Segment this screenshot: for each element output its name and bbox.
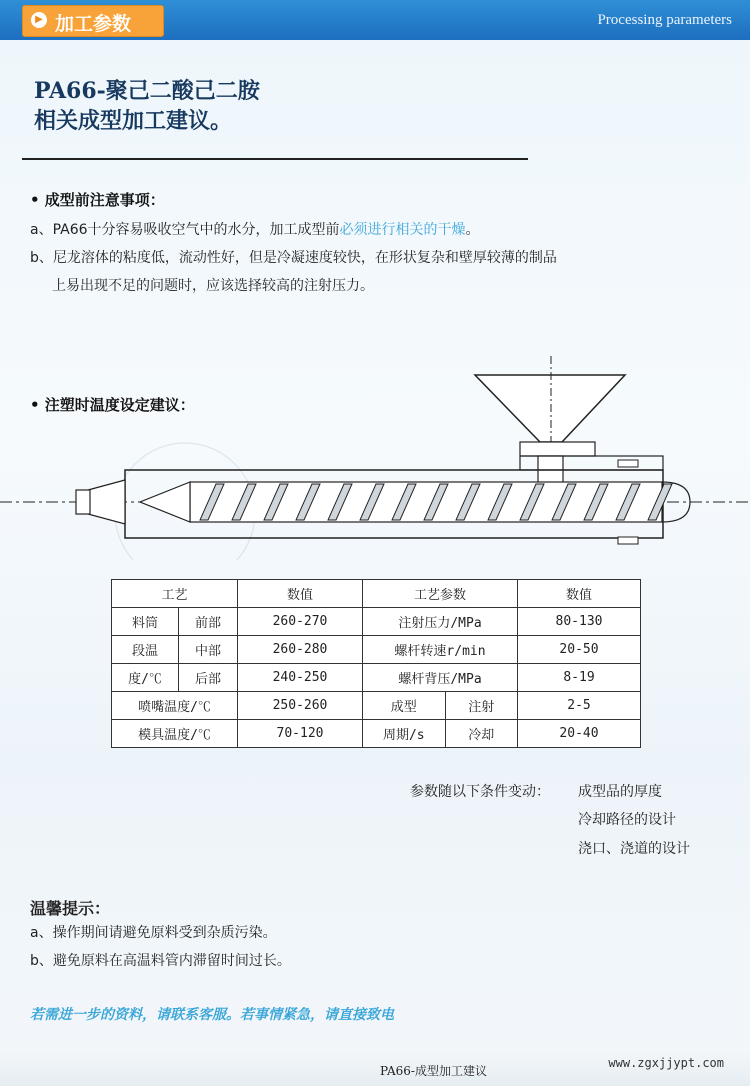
tip-item-a: a、操作期间请避免原料受到杂质污染。 <box>30 925 277 941</box>
table-header-row <box>112 580 641 608</box>
title-line-2: 相关成型加工建议。 <box>34 108 233 134</box>
conditions-label: 参数随以下条件变动： <box>410 784 550 800</box>
injection-screw-diagram <box>0 350 750 560</box>
cycle-label-2: 周期/s <box>363 720 446 748</box>
condition-item: 成型品的厚度 <box>578 784 662 800</box>
tip-item-b: b、避免原料在高温料管内滞留时间过长。 <box>30 953 291 969</box>
barrel-front-value: 260-270 <box>238 608 363 636</box>
temperature-heading: • 注塑时温度设定建议： <box>30 396 195 414</box>
hopper-shape <box>475 375 625 442</box>
page-title <box>34 76 260 136</box>
nozzle-shape <box>76 490 90 514</box>
injection-pressure-value: 80-130 <box>518 608 641 636</box>
footer-title: PA66-成型加工建议 <box>380 1064 487 1078</box>
table-row <box>112 664 641 692</box>
injection-time-label: 注射 <box>445 692 517 720</box>
processing-parameter-table <box>111 579 641 748</box>
barrel-label-3: 度/℃ <box>112 664 179 692</box>
item-a-end: 。 <box>465 222 480 238</box>
item-a-highlight: 必须进行相关的干燥 <box>339 222 466 238</box>
injection-pressure-label: 注射压力/MPa <box>363 608 518 636</box>
title-underline <box>22 158 528 160</box>
pre-molding-heading: • 成型前注意事项： <box>30 191 165 209</box>
back-pressure-label: 螺杆背压/MPa <box>363 664 518 692</box>
play-circle-icon: ▶ <box>31 12 47 28</box>
back-pressure-value: 8-19 <box>518 664 641 692</box>
table-header-value: 数值 <box>238 580 363 608</box>
table-row <box>112 692 641 720</box>
injection-time-value: 2-5 <box>518 692 641 720</box>
header-english-title: Processing parameters <box>597 12 732 28</box>
barrel-rear-value: 240-250 <box>238 664 363 692</box>
table-header-process: 工艺 <box>112 580 238 608</box>
table-row <box>112 720 641 748</box>
barrel-label-1: 料筒 <box>112 608 179 636</box>
barrel-middle-label: 中部 <box>179 636 238 664</box>
screw-speed-value: 20-50 <box>518 636 641 664</box>
condition-item: 冷却路径的设计 <box>578 812 676 828</box>
footer-website: www.zgxjjypt.com <box>608 1056 724 1070</box>
pre-molding-item-b-line2: 上易出现不足的问题时，应该选择较高的注射压力。 <box>52 278 374 294</box>
condition-item: 浇口、浇道的设计 <box>578 841 690 857</box>
cooling-time-value: 20-40 <box>518 720 641 748</box>
mold-temp-value: 70-120 <box>238 720 363 748</box>
table-row <box>112 636 641 664</box>
screw-speed-label: 螺杆转速r/min <box>363 636 518 664</box>
pre-molding-item-a <box>30 219 480 239</box>
barrel-label-2: 段温 <box>112 636 179 664</box>
table-header-value-2: 数值 <box>518 580 641 608</box>
table-row <box>112 608 641 636</box>
barrel-middle-value: 260-280 <box>238 636 363 664</box>
barrel-front-label: 前部 <box>179 608 238 636</box>
title-line-1: PA66-聚己二酸己二胺 <box>34 78 260 104</box>
tips-title: 温馨提示： <box>30 899 111 918</box>
item-a-text: a、PA66十分容易吸收空气中的水分，加工成型前 <box>30 222 340 238</box>
barrel-rear-label: 后部 <box>179 664 238 692</box>
mold-temp-label: 模具温度/℃ <box>112 720 238 748</box>
pre-molding-item-b-line1: b、尼龙溶体的粘度低，流动性好，但是冷凝速度较快，在形状复杂和壁厚较薄的制品 <box>30 250 557 266</box>
nozzle-temp-label: 喷嘴温度/℃ <box>112 692 238 720</box>
section-tab-label: 加工参数 <box>55 13 132 35</box>
section-tab <box>22 5 164 37</box>
cycle-label-1: 成型 <box>363 692 446 720</box>
cooling-time-label: 冷却 <box>445 720 517 748</box>
nozzle-temp-value: 250-260 <box>238 692 363 720</box>
table-header-param: 工艺参数 <box>363 580 518 608</box>
footer-bar <box>0 1052 750 1086</box>
contact-note: 若需进一步的资料，请联系客服。若事情紧急，请直接致电ᅟ <box>30 1007 408 1023</box>
